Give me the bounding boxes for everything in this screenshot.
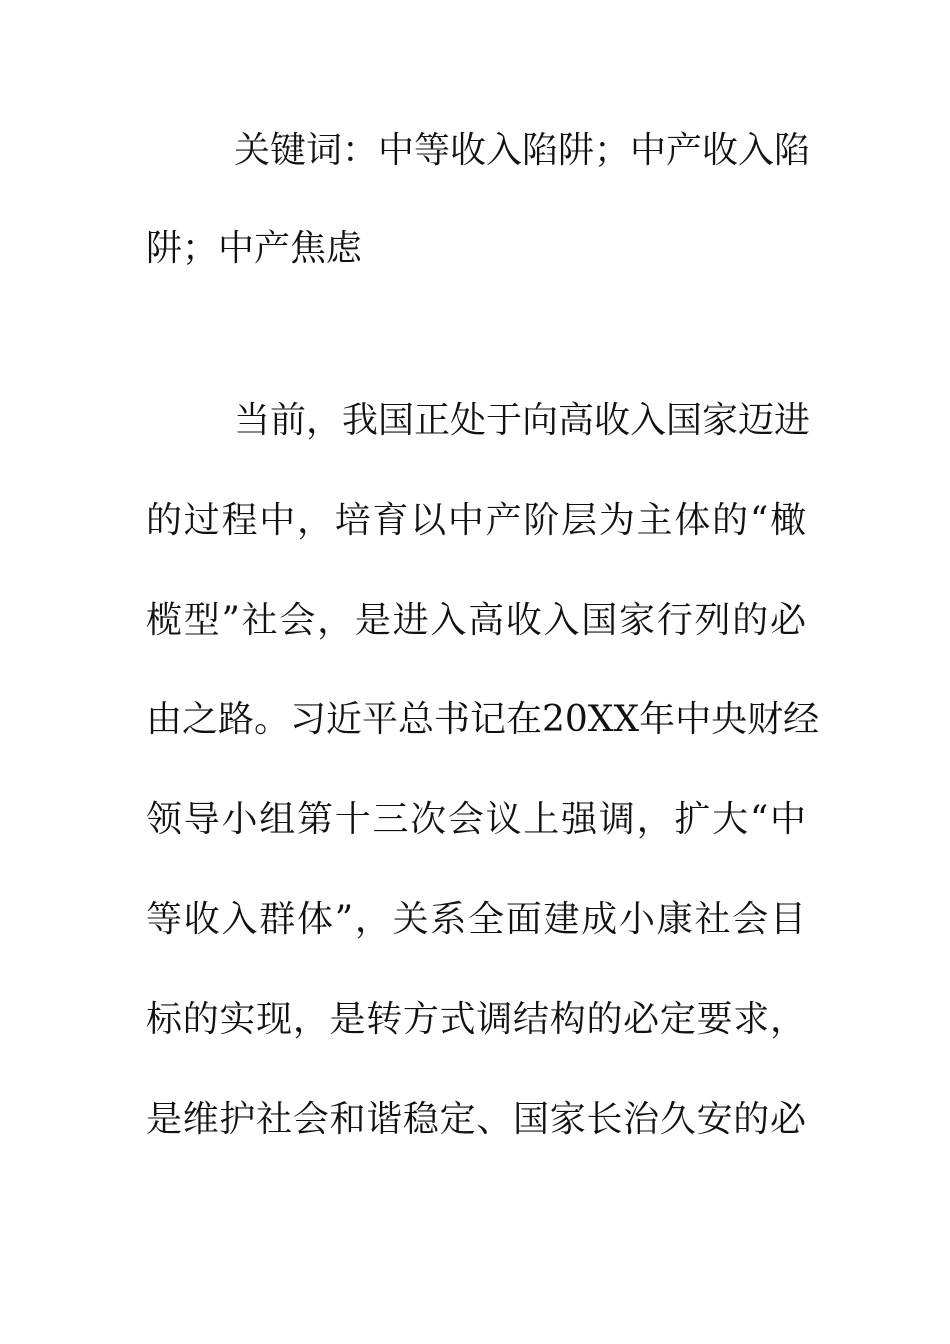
paragraph-line: 是维护社会和谐稳定、国家长治久安的必 bbox=[146, 1099, 806, 1140]
paragraph-line: 由之路。习近平总书记在20XX年中央财经 bbox=[146, 699, 820, 740]
paragraph-line: 的过程中，培育以中产阶层为主体的“橄 bbox=[146, 500, 806, 541]
paragraph-line: 当前，我国正处于向高收入国家迈进 bbox=[234, 400, 811, 441]
paragraph-line: 等收入群体”，关系全面建成小康社会目 bbox=[146, 899, 806, 940]
paragraph-line: 领导小组第十三次会议上强调，扩大“中 bbox=[146, 799, 806, 840]
paragraph-line: 榄型”社会，是进入高收入国家行列的必 bbox=[146, 600, 806, 641]
keywords-line: 关键词：中等收入陷阱；中产收入陷 bbox=[234, 130, 811, 171]
paragraph-line: 标的实现，是转方式调结构的必定要求， bbox=[146, 999, 806, 1040]
keywords-line: 阱；中产焦虑 bbox=[146, 228, 363, 269]
